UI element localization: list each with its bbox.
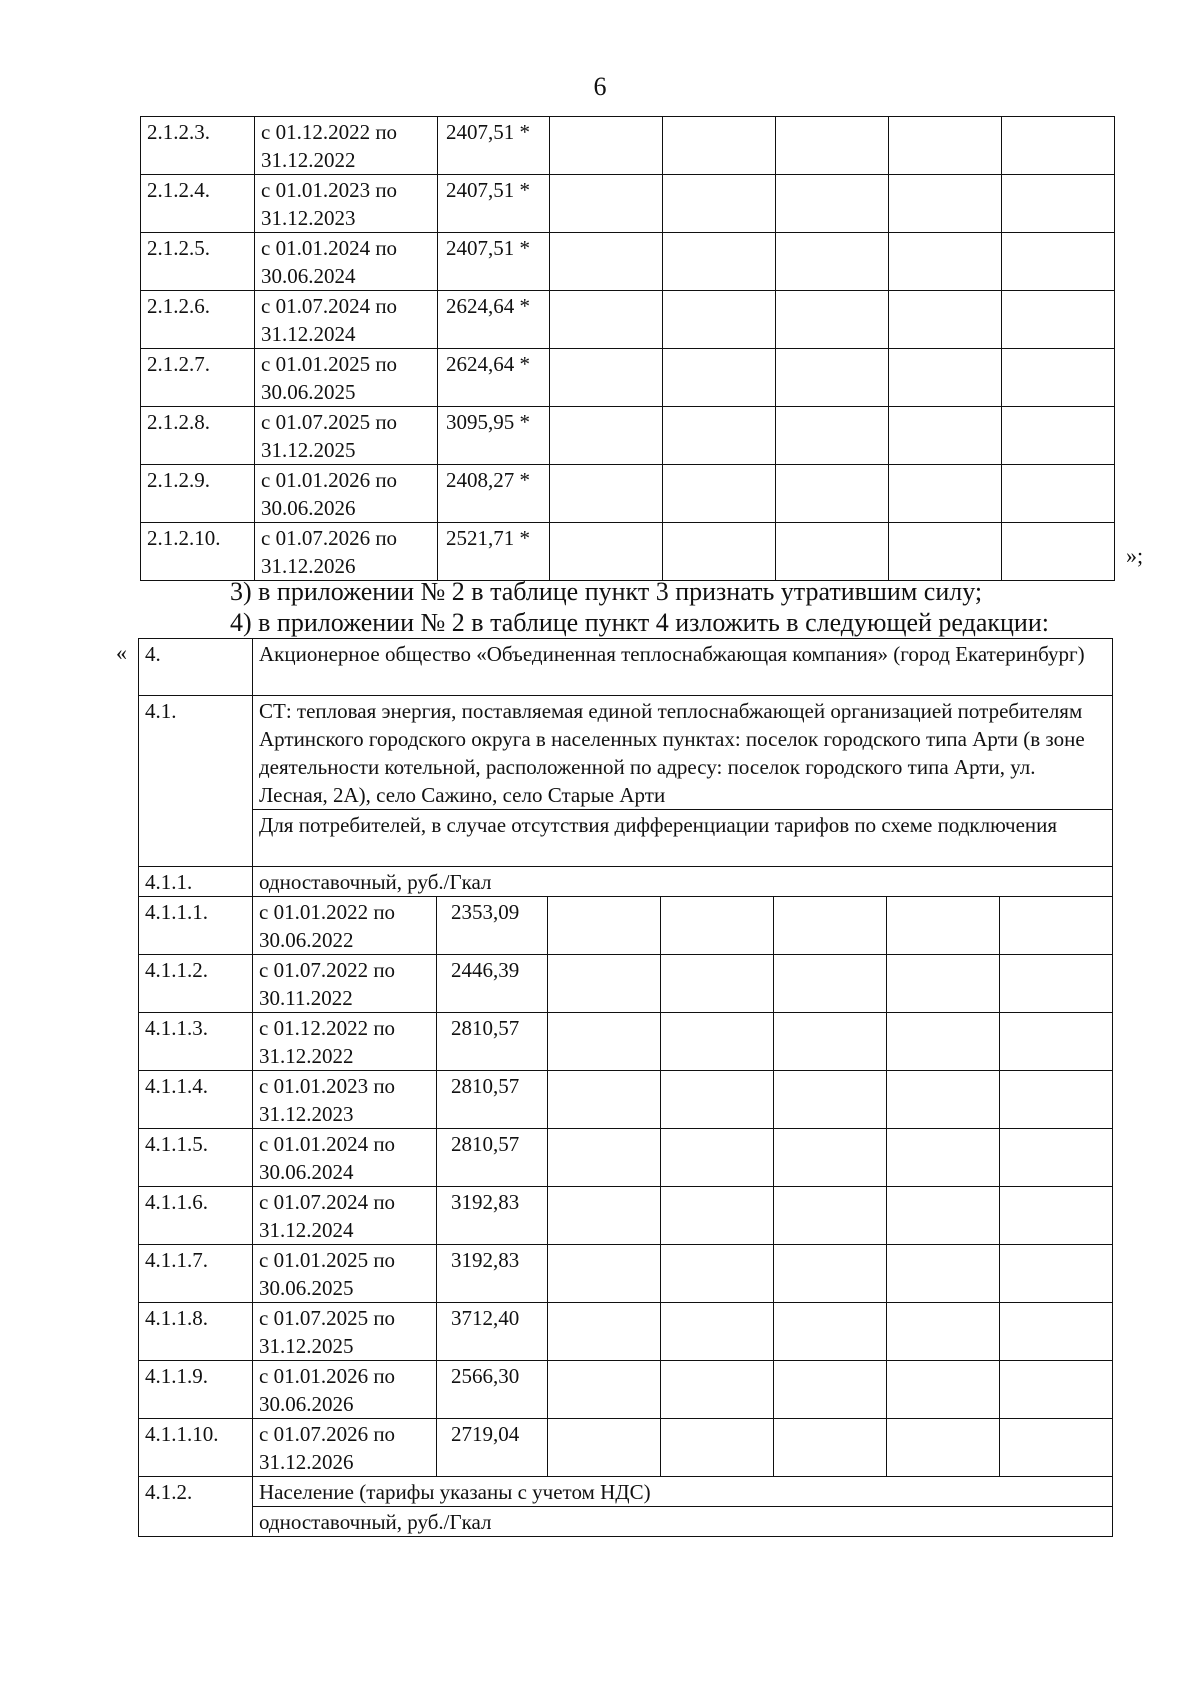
closing-quote-mark: »;: [1126, 543, 1144, 568]
row-period: с 01.01.2026 по 30.06.2026: [255, 465, 438, 523]
table-row: [139, 1361, 1113, 1419]
row-period: с 01.01.2023 по 31.12.2023: [255, 175, 438, 233]
row-period: с 01.01.2026 по 30.06.2026: [253, 1361, 437, 1419]
table-row: [139, 1013, 1113, 1071]
row-number: 4.: [139, 639, 253, 696]
paragraph-4: 4) в приложении № 2 в таблице пункт 4 изложить в следующей редакции:: [230, 608, 1049, 637]
row-period: с 01.01.2023 по 31.12.2023: [253, 1071, 437, 1129]
empty-cell: [548, 1245, 661, 1303]
empty-cell: [1002, 407, 1115, 465]
empty-cell: [887, 1013, 1000, 1071]
empty-cell: [889, 349, 1002, 407]
consumers-row: [139, 810, 1113, 867]
row-value: 3192,83: [437, 1187, 548, 1245]
row-value: 2407,51 *: [438, 117, 550, 175]
empty-cell: [889, 523, 1002, 581]
empty-cell: [1000, 1361, 1113, 1419]
empty-cell: [889, 407, 1002, 465]
row-number: 4.1.1.5.: [139, 1129, 253, 1187]
row-number: 4.1.: [139, 696, 253, 867]
empty-cell: [1000, 1419, 1113, 1477]
organization-row: [139, 639, 1113, 696]
row-value: 3095,95 *: [438, 407, 550, 465]
section-description: СТ: тепловая энергия, поставляемая единой теплоснабжающей организацией потребителям Артинского городского округа в населенных пунктах: поселок городского типа Арти (в зоне деятельности котельной, расположенной по адресу: поселок городского типа Арти, ул. Лесная, 2А), село Сажино, село Старые Арти: [253, 696, 1113, 810]
row-number: 4.1.1.1.: [139, 897, 253, 955]
empty-cell: [776, 465, 889, 523]
empty-cell: [1000, 897, 1113, 955]
empty-cell: [548, 1071, 661, 1129]
empty-cell: [889, 291, 1002, 349]
table-row: [139, 955, 1113, 1013]
subsection-label: одноставочный, руб./Гкал: [253, 867, 1113, 897]
empty-cell: [550, 233, 663, 291]
row-value: 2566,30: [437, 1361, 548, 1419]
empty-cell: [548, 897, 661, 955]
empty-cell: [661, 1245, 774, 1303]
empty-cell: [1000, 1071, 1113, 1129]
empty-cell: [774, 955, 887, 1013]
empty-cell: [1000, 1129, 1113, 1187]
empty-cell: [1000, 1303, 1113, 1361]
empty-cell: [776, 291, 889, 349]
empty-cell: [1002, 233, 1115, 291]
empty-cell: [550, 523, 663, 581]
empty-cell: [550, 117, 663, 175]
empty-cell: [663, 407, 776, 465]
empty-cell: [774, 1303, 887, 1361]
empty-cell: [663, 233, 776, 291]
rate-type-label: одноставочный, руб./Гкал: [253, 1507, 1113, 1537]
row-value: 2810,57: [437, 1129, 548, 1187]
empty-cell: [1002, 175, 1115, 233]
empty-cell: [550, 349, 663, 407]
paragraph-3: 3) в приложении № 2 в таблице пункт 3 признать утратившим силу;: [230, 577, 983, 606]
empty-cell: [776, 117, 889, 175]
empty-cell: [661, 1187, 774, 1245]
row-value: 2810,57: [437, 1013, 548, 1071]
empty-cell: [1002, 349, 1115, 407]
empty-cell: [548, 1361, 661, 1419]
row-value: 2353,09: [437, 897, 548, 955]
table-row: [139, 1419, 1113, 1477]
empty-cell: [548, 1129, 661, 1187]
row-number: 2.1.2.4.: [141, 175, 255, 233]
row-value: 2624,64 *: [438, 291, 550, 349]
table-row: [141, 407, 1115, 465]
row-number: 4.1.1.10.: [139, 1419, 253, 1477]
consumers-note: Для потребителей, в случае отсутствия дифференциации тарифов по схеме подключения: [253, 810, 1113, 867]
table-row: [141, 523, 1115, 581]
empty-cell: [663, 523, 776, 581]
row-period: с 01.01.2024 по 30.06.2024: [253, 1129, 437, 1187]
empty-cell: [663, 291, 776, 349]
row-number: 4.1.2.: [139, 1477, 253, 1537]
row-period: с 01.07.2024 по 31.12.2024: [255, 291, 438, 349]
empty-cell: [887, 1303, 1000, 1361]
row-value: 2521,71 *: [438, 523, 550, 581]
row-period: с 01.07.2026 по 31.12.2026: [253, 1419, 437, 1477]
empty-cell: [550, 465, 663, 523]
table-row: [141, 349, 1115, 407]
row-period: с 01.07.2026 по 31.12.2026: [255, 523, 438, 581]
empty-cell: [887, 955, 1000, 1013]
row-number: 4.1.1.4.: [139, 1071, 253, 1129]
subsection-row: [139, 867, 1113, 897]
empty-cell: [887, 897, 1000, 955]
tariff-table-item-4: [138, 638, 1113, 1537]
empty-cell: [887, 1245, 1000, 1303]
row-value: 2719,04: [437, 1419, 548, 1477]
row-number: 2.1.2.7.: [141, 349, 255, 407]
subsection-label: Население (тарифы указаны с учетом НДС): [253, 1477, 1113, 1507]
empty-cell: [663, 349, 776, 407]
empty-cell: [774, 1013, 887, 1071]
empty-cell: [887, 1187, 1000, 1245]
row-period: с 01.07.2024 по 31.12.2024: [253, 1187, 437, 1245]
row-value: 2408,27 *: [438, 465, 550, 523]
row-period: с 01.12.2022 по 31.12.2022: [255, 117, 438, 175]
empty-cell: [774, 897, 887, 955]
table-row: [139, 1129, 1113, 1187]
empty-cell: [661, 1129, 774, 1187]
row-number: 4.1.1.7.: [139, 1245, 253, 1303]
tariff-table-continued: [140, 116, 1115, 581]
empty-cell: [774, 1071, 887, 1129]
table-row: [139, 1071, 1113, 1129]
empty-cell: [663, 465, 776, 523]
table-row: [139, 1303, 1113, 1361]
row-number: 2.1.2.5.: [141, 233, 255, 291]
table-row: [141, 175, 1115, 233]
row-number: 4.1.1.8.: [139, 1303, 253, 1361]
page-number: 6: [593, 72, 607, 101]
empty-cell: [661, 1013, 774, 1071]
empty-cell: [887, 1361, 1000, 1419]
table-row: [141, 465, 1115, 523]
empty-cell: [889, 465, 1002, 523]
empty-cell: [661, 1303, 774, 1361]
empty-cell: [550, 291, 663, 349]
row-period: с 01.07.2025 по 31.12.2025: [253, 1303, 437, 1361]
empty-cell: [548, 1303, 661, 1361]
empty-cell: [776, 523, 889, 581]
empty-cell: [550, 407, 663, 465]
empty-cell: [661, 1361, 774, 1419]
row-number: 2.1.2.8.: [141, 407, 255, 465]
row-value: 2810,57: [437, 1071, 548, 1129]
empty-cell: [776, 175, 889, 233]
empty-cell: [776, 233, 889, 291]
empty-cell: [663, 117, 776, 175]
table-row: [139, 1245, 1113, 1303]
organization-name: Акционерное общество «Объединенная теплоснабжающая компания» (город Екатеринбург): [253, 639, 1113, 696]
opening-quote-mark: «: [116, 640, 127, 665]
row-number: 4.1.1.9.: [139, 1361, 253, 1419]
empty-cell: [1000, 1187, 1113, 1245]
row-value: 3192,83: [437, 1245, 548, 1303]
table-row: [139, 1187, 1113, 1245]
empty-cell: [548, 955, 661, 1013]
row-period: с 01.07.2025 по 31.12.2025: [255, 407, 438, 465]
empty-cell: [887, 1419, 1000, 1477]
empty-cell: [1002, 291, 1115, 349]
empty-cell: [774, 1419, 887, 1477]
row-value: 2446,39: [437, 955, 548, 1013]
row-number: 4.1.1.3.: [139, 1013, 253, 1071]
empty-cell: [887, 1129, 1000, 1187]
table-row: [139, 897, 1113, 955]
row-number: 4.1.1.2.: [139, 955, 253, 1013]
table-row: [141, 291, 1115, 349]
row-period: с 01.01.2025 по 30.06.2025: [253, 1245, 437, 1303]
empty-cell: [774, 1129, 887, 1187]
empty-cell: [661, 955, 774, 1013]
empty-cell: [1000, 1245, 1113, 1303]
empty-cell: [1000, 1013, 1113, 1071]
empty-cell: [1002, 117, 1115, 175]
row-period: с 01.01.2025 по 30.06.2025: [255, 349, 438, 407]
row-value: 2624,64 *: [438, 349, 550, 407]
row-value: 2407,51 *: [438, 233, 550, 291]
empty-cell: [887, 1071, 1000, 1129]
empty-cell: [548, 1419, 661, 1477]
empty-cell: [548, 1187, 661, 1245]
empty-cell: [776, 407, 889, 465]
empty-cell: [550, 175, 663, 233]
empty-cell: [661, 897, 774, 955]
empty-cell: [1000, 955, 1113, 1013]
empty-cell: [889, 175, 1002, 233]
row-period: с 01.12.2022 по 31.12.2022: [253, 1013, 437, 1071]
row-number: 4.1.1.: [139, 867, 253, 897]
empty-cell: [889, 233, 1002, 291]
section-row: [139, 696, 1113, 810]
row-value: 3712,40: [437, 1303, 548, 1361]
empty-cell: [548, 1013, 661, 1071]
row-value: 2407,51 *: [438, 175, 550, 233]
row-period: с 01.07.2022 по 30.11.2022: [253, 955, 437, 1013]
rate-type-row: [139, 1507, 1113, 1537]
empty-cell: [774, 1245, 887, 1303]
empty-cell: [1002, 523, 1115, 581]
row-number: 2.1.2.6.: [141, 291, 255, 349]
row-period: с 01.01.2022 по 30.06.2022: [253, 897, 437, 955]
row-number: 2.1.2.9.: [141, 465, 255, 523]
empty-cell: [889, 117, 1002, 175]
row-period: с 01.01.2024 по 30.06.2024: [255, 233, 438, 291]
table-row: [141, 117, 1115, 175]
subsection-row: [139, 1477, 1113, 1507]
row-number: 2.1.2.3.: [141, 117, 255, 175]
empty-cell: [663, 175, 776, 233]
empty-cell: [774, 1187, 887, 1245]
empty-cell: [776, 349, 889, 407]
empty-cell: [661, 1419, 774, 1477]
empty-cell: [1002, 465, 1115, 523]
row-number: 4.1.1.6.: [139, 1187, 253, 1245]
empty-cell: [661, 1071, 774, 1129]
row-number: 2.1.2.10.: [141, 523, 255, 581]
table-row: [141, 233, 1115, 291]
empty-cell: [774, 1361, 887, 1419]
